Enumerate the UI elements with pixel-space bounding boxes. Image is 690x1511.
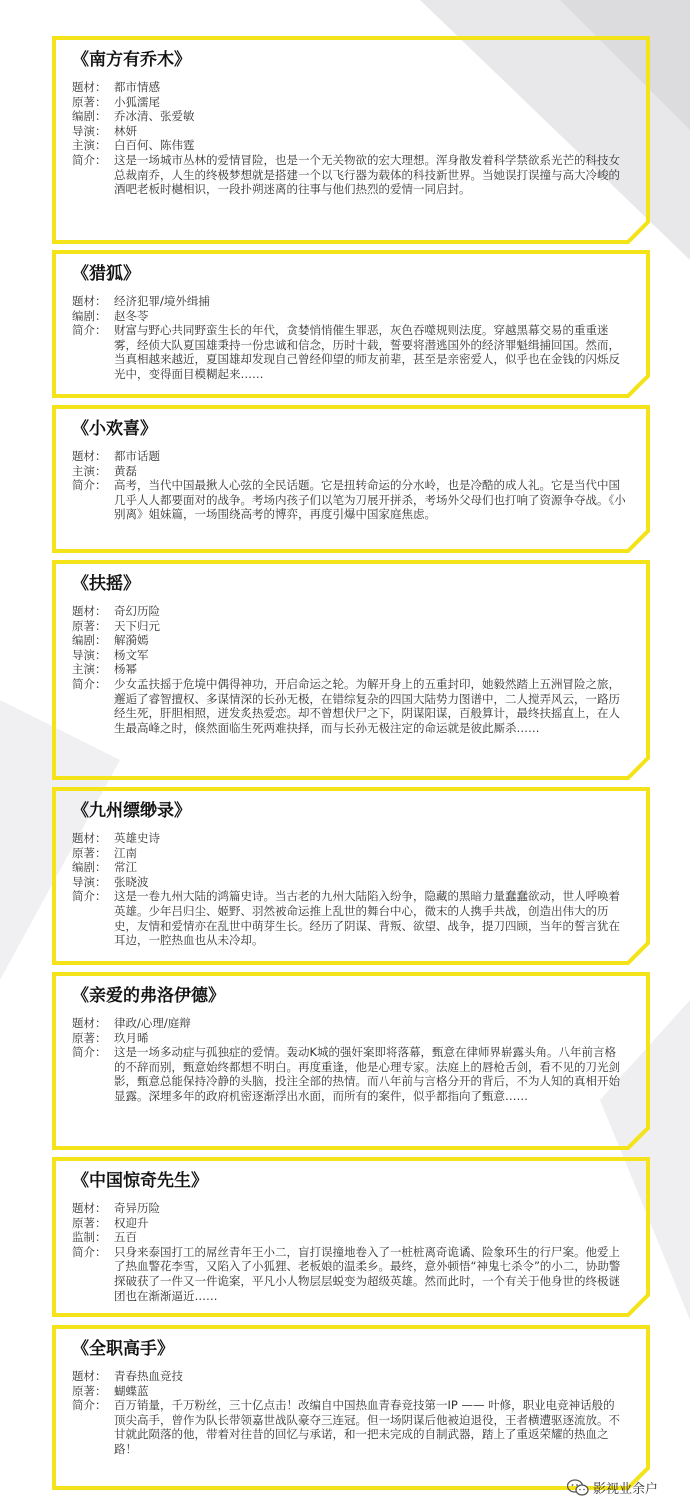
info-row [72,1216,630,1231]
info-row [72,323,630,381]
info-row [72,860,630,875]
info-label: 编剧： [72,109,107,124]
info-value: 只身来泰国打工的屌丝青年王小二，盲打误撞地卷入了一桩桩离奇诡谲、险象环生的行尸案。他爱上了热血警花李雪，又陷入了小狐狸、老板娘的温柔乡。最终，意外顿悟“神鬼七杀令”的小二，协助警探破获了一件又一件诡案，平凡小人物层层蜕变为超级英雄。然而此时，一个有关于他身世的终极谜团也在渐渐逼近…… [114,1244,621,1303]
info-value: 都市情感 [114,80,160,94]
info-label: 简介： [72,152,107,167]
info-value: 黄磊 [114,463,137,478]
info-row [72,604,630,619]
info-value: 经济犯罪/境外缉捕 [114,294,210,308]
info-row [72,1230,630,1245]
info-value: 赵冬苓 [114,308,149,323]
info-value: 玖月晞 [114,1030,149,1045]
info-row [72,1398,630,1456]
info-value: 蝴蝶蓝 [114,1383,149,1398]
info-value: 小狐濡尾 [114,94,160,109]
card-title: 《中国惊奇先生》 [72,1171,208,1191]
info-label: 题材： [72,1369,107,1383]
info-value: 张晓波 [114,874,149,889]
info-value: 奇异历险 [114,1201,160,1215]
info-row [72,95,630,110]
info-label: 监制： [72,1230,107,1245]
card-title: 《亲爱的弗洛伊德》 [72,986,225,1006]
info-label: 主演： [72,138,107,153]
info-row [72,1384,630,1399]
info-row [72,619,630,634]
info-value: 乔冰清、张爱敏 [114,109,195,124]
info-row [72,153,630,197]
info-label: 导演： [72,123,107,138]
info-label: 原著： [72,845,107,860]
info-row [72,677,630,735]
info-row [72,648,630,663]
info-label: 编剧： [72,633,107,648]
info-label: 简介： [72,478,107,493]
info-value: 英雄史诗 [114,831,160,845]
info-label: 简介： [72,1244,107,1259]
info-row [72,1016,630,1031]
info-value: 律政/心理/庭辩 [114,1016,191,1030]
info-row [72,109,630,124]
info-value: 奇幻历险 [114,604,160,618]
info-value: 常江 [114,860,137,875]
info-label: 题材： [72,831,107,845]
watermark [567,1478,658,1497]
info-row [72,831,630,846]
wechat-icon [567,1479,589,1497]
drama-card [52,560,650,780]
info-label: 导演： [72,647,107,662]
drama-card [52,1157,650,1317]
info-label: 原著： [72,618,107,633]
info-value: 天下归元 [114,618,160,633]
info-row [72,875,630,890]
card-title: 《九州缥缈录》 [72,801,191,821]
card-title: 《南方有乔木》 [72,50,191,70]
info-value: 财富与野心共同野蛮生长的年代，贪婪悄悄催生罪恶，灰色吞噬规则法度。穿越黑幕交易的重重迷雾，经侦大队夏国雄秉持一份忠诚和信念，历时十载，誓要将潜逃国外的经济罪魁缉捕回国。然而，当真相越来越近，夏国雄却发现自己曾经仰望的师友前辈，甚至是亲密爱人，似乎也在金钱的闪烁反光中，变得面目模糊起来…… [114,323,620,381]
info-row [72,889,630,947]
info-row [72,1245,630,1303]
info-label: 导演： [72,874,107,889]
info-row [72,478,630,522]
info-label: 题材： [72,1016,107,1030]
info-label: 原著： [72,94,107,109]
drama-card [52,36,650,244]
info-label: 题材： [72,80,107,94]
info-row [72,464,630,479]
info-label: 编剧： [72,308,107,323]
info-label: 主演： [72,662,107,677]
info-value: 林妍 [114,123,137,138]
info-label: 原著： [72,1383,107,1398]
drama-card [52,972,650,1150]
info-row [72,1045,630,1103]
info-label: 简介： [72,889,107,904]
info-value: 这是一卷九州大陆的鸿篇史诗。当古老的九州大陆陷入纷争，隐藏的黑暗力量蠢蠢欲动，世人呼唤着英雄。少年吕归尘、姬野、羽然被命运推上乱世的舞台中心，微末的人携手共战，创造出伟大的历史，友情和爱情亦在乱世中萌芽生长。经历了阴谋、背叛、欲望、战争，提刀四顾，当年的誓言犹在耳边，一腔热血也从未冷却。 [114,889,620,948]
info-value: 江南 [114,845,137,860]
info-label: 题材： [72,449,107,463]
info-value: 杨文军 [114,647,149,662]
info-row [72,124,630,139]
card-title: 《小欢喜》 [72,419,157,439]
info-label: 简介： [72,1045,107,1060]
info-value: 高考，当代中国最揪人心弦的全民话题。它是扭转命运的分水岭，也是冷酷的成人礼。它是当代中国几乎人人都要面对的战争。考场内孩子们以笔为刀展开拼杀，考场外父母们也打响了资源争夺战。《小别离》姐妹篇，一场围绕高考的博弈，再度引爆中国家庭焦虑。 [114,478,626,522]
info-value: 都市话题 [114,449,160,463]
info-label: 原著： [72,1215,107,1230]
info-row [72,1031,630,1046]
drama-card [52,787,650,965]
info-value: 杨幂 [114,662,137,677]
info-label: 简介： [72,676,107,691]
info-row [72,1201,630,1216]
info-value: 权迎升 [114,1215,149,1230]
info-value: 解漪嫣 [114,633,149,648]
info-label: 编剧： [72,860,107,875]
info-value: 青春热血竞技 [114,1369,183,1383]
drama-card [52,250,650,398]
info-label: 简介： [72,323,107,338]
info-row [72,138,630,153]
info-label: 题材： [72,294,107,308]
info-row [72,846,630,861]
info-row [72,1369,630,1384]
info-row [72,633,630,648]
info-row [72,80,630,95]
info-label: 原著： [72,1030,107,1045]
card-title: 《全职高手》 [72,1339,174,1359]
info-label: 题材： [72,1201,107,1215]
info-value: 少女孟扶摇于危境中偶得神功，开启命运之轮。为解开身上的五重封印，她毅然踏上五洲冒险之旅，邂逅了睿智擅权、多谋情深的长孙无极，在错综复杂的四国大陆势力图谱中，二人搅弄风云，一路历经生死，肝胆相照，迸发炙热爱恋。却不曾想伏尸之下，阴谋阳谋，百般算计，最终扶摇直上，在人生最高峰之时，倏然面临生死两难抉择，而与长孙无极注定的命运就是彼此厮杀…… [114,676,620,735]
card-title: 《扶摇》 [72,574,140,594]
drama-card [52,1325,650,1490]
info-value: 这是一场多动症与孤独症的爱情。轰动K城的强奸案即将落幕，甄意在律师界崭露头角。八年前言格的不辞而别，甄意始终都想不明白。再度重逢，他是心理专家。法庭上的唇枪舌剑，看不见的刀光剑影，甄意总能保持冷静的头脑，投注全部的热情。而八年前与言格分开的背后，不为人知的真相开始显露。深埋多年的政府机密逐渐浮出水面，而所有的案件，似乎都指向了甄意…… [114,1045,620,1103]
info-value: 这是一场城市丛林的爱情冒险，也是一个无关物欲的宏大理想。浑身散发着科学禁欲系光芒的科技女总裁南乔，人生的终极梦想就是搭建一个以飞行器为载体的科技新世界。当她误打误撞与高大冷峻的酒吧老板时樾相识，一段扑朔迷离的往事与他们热烈的爱情一同启封。 [114,152,620,197]
info-value: 百万销量，千万粉丝，三十亿点击！改编自中国热血青春竞技第一IP —— 叶修，职业电竞神话般的顶尖高手，曾作为队长带领嘉世战队豪夺三连冠。但一场阴谋后他被迫退役，王者横遭驱逐流放。不甘就此陨落的他，带着对往昔的回忆与承诺，和一把未完成的自制武器，踏上了重返荣耀的热血之路！ [114,1398,620,1456]
info-label: 主演： [72,463,107,478]
drama-card [52,405,650,553]
info-label: 简介： [72,1398,107,1413]
info-row [72,294,630,309]
watermark-text: 影视业余户 [593,1482,659,1497]
card-title: 《猎狐》 [72,264,140,284]
info-label: 题材： [72,604,107,618]
info-value: 白百何、陈伟霆 [114,138,195,153]
info-row [72,662,630,677]
info-row [72,309,630,324]
info-row [72,449,630,464]
info-value: 五百 [114,1230,137,1245]
